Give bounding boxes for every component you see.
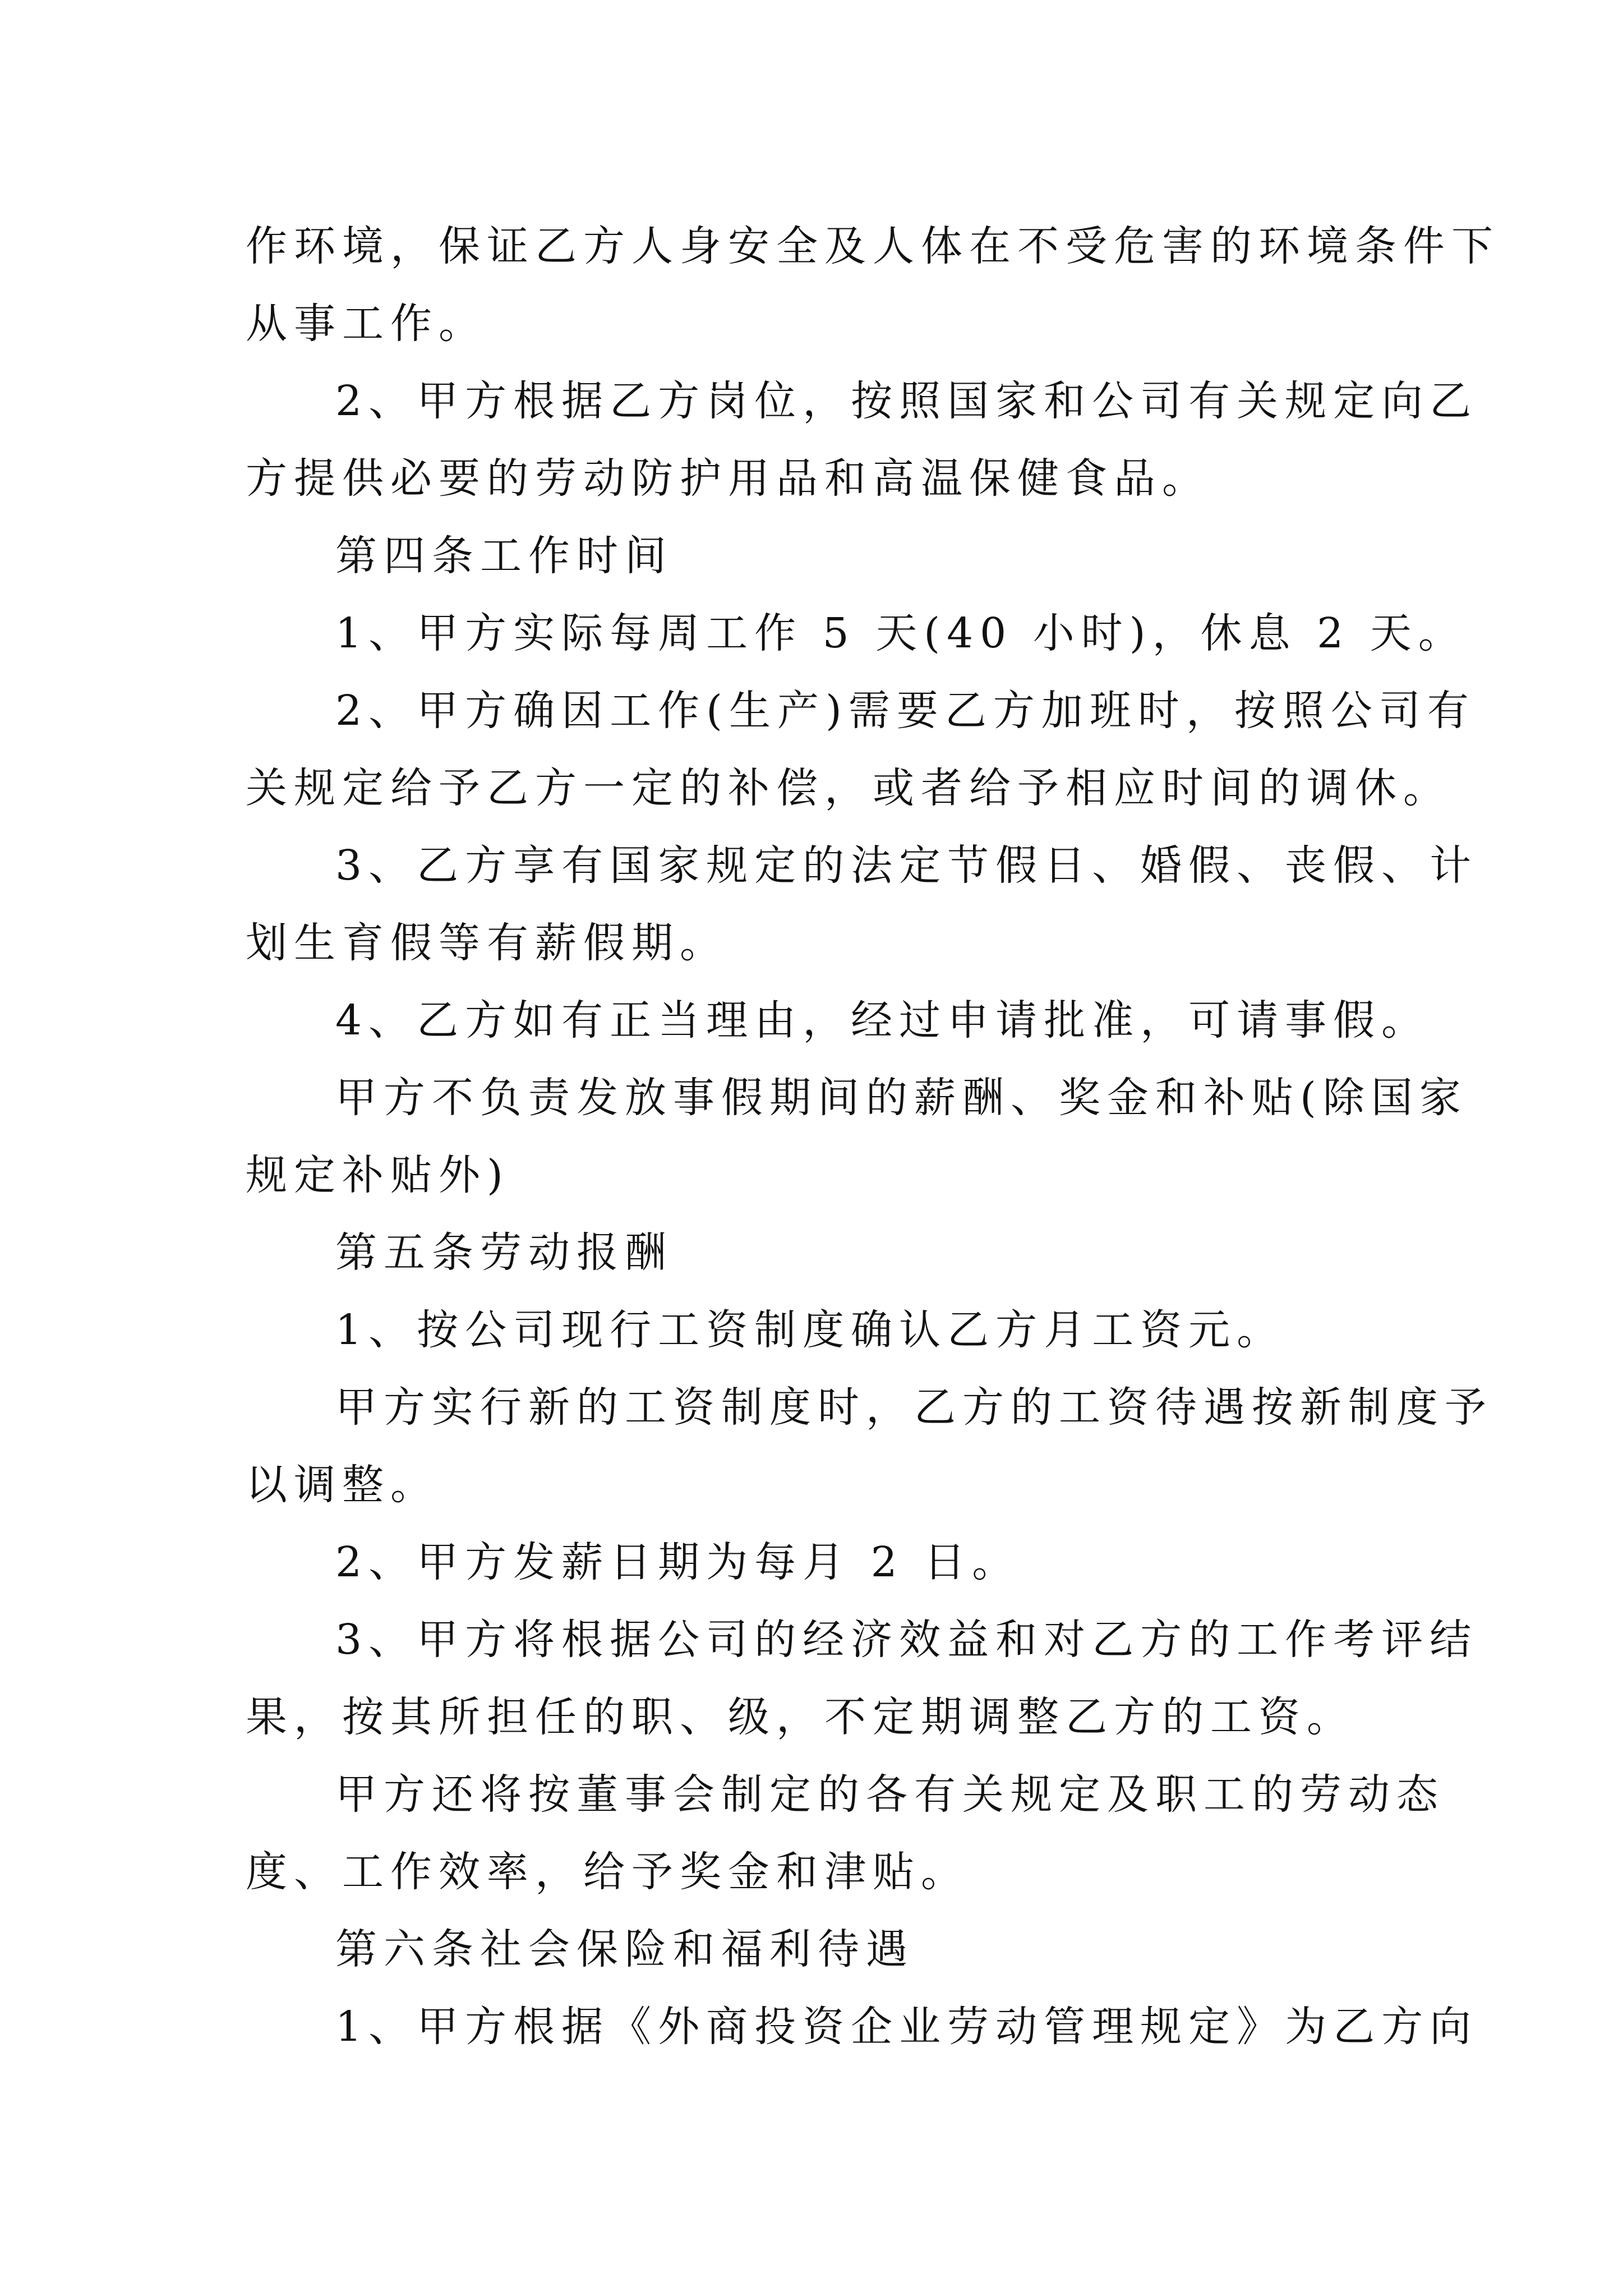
text-line: 规定补贴外) xyxy=(246,1151,510,1199)
text-line: 4、乙方如有正当理由，经过申请批准，可请事假。 xyxy=(335,996,1430,1045)
document-body xyxy=(246,208,1500,2065)
text-line: 1、甲方根据《外商投资企业劳动管理规定》为乙方向 xyxy=(335,2003,1478,2051)
text-line: 1、甲方实际每周工作 5 天(40 小时)，休息 2 天。 xyxy=(335,609,1467,657)
text-line: 作环境，保证乙方人身安全及人体在不受危害的环境条件下 xyxy=(246,222,1500,270)
text-line: 2、甲方根据乙方岗位，按照国家和公司有关规定向乙 xyxy=(335,377,1478,425)
section-heading: 第四条工作时间 xyxy=(335,532,673,580)
section-heading: 第六条社会保险和福利待遇 xyxy=(335,1925,914,1973)
text-line: 度、工作效率，给予奖金和津贴。 xyxy=(246,1848,969,1896)
text-line: 划生育假等有薪假期。 xyxy=(246,919,728,967)
text-line: 以调整。 xyxy=(246,1461,439,1509)
text-line: 甲方实行新的工资制度时，乙方的工资待遇按新制度予 xyxy=(335,1383,1493,1432)
text-line: 2、甲方确因工作(生产)需要乙方加班时，按照公司有 xyxy=(335,687,1476,735)
section-heading: 第五条劳动报酬 xyxy=(335,1228,673,1277)
text-line: 1、按公司现行工资制度确认乙方月工资元。 xyxy=(335,1306,1285,1354)
text-line: 从事工作。 xyxy=(246,300,487,348)
text-line: 关规定给予乙方一定的补偿，或者给予相应时间的调休。 xyxy=(246,764,1451,812)
text-line: 3、乙方享有国家规定的法定节假日、婚假、丧假、计 xyxy=(335,841,1478,890)
text-line: 3、甲方将根据公司的经济效益和对乙方的工作考评结 xyxy=(335,1616,1478,1664)
text-line: 果，按其所担任的职、级，不定期调整乙方的工资。 xyxy=(246,1693,1355,1741)
text-line: 2、甲方发薪日期为每月 2 日。 xyxy=(335,1538,1021,1586)
text-line: 甲方还将按董事会制定的各有关规定及职工的劳动态 xyxy=(335,1770,1445,1819)
text-line: 方提供必要的劳动防护用品和高温保健食品。 xyxy=(246,454,1210,503)
text-line: 甲方不负责发放事假期间的薪酬、奖金和补贴(除国家 xyxy=(335,1074,1468,1122)
